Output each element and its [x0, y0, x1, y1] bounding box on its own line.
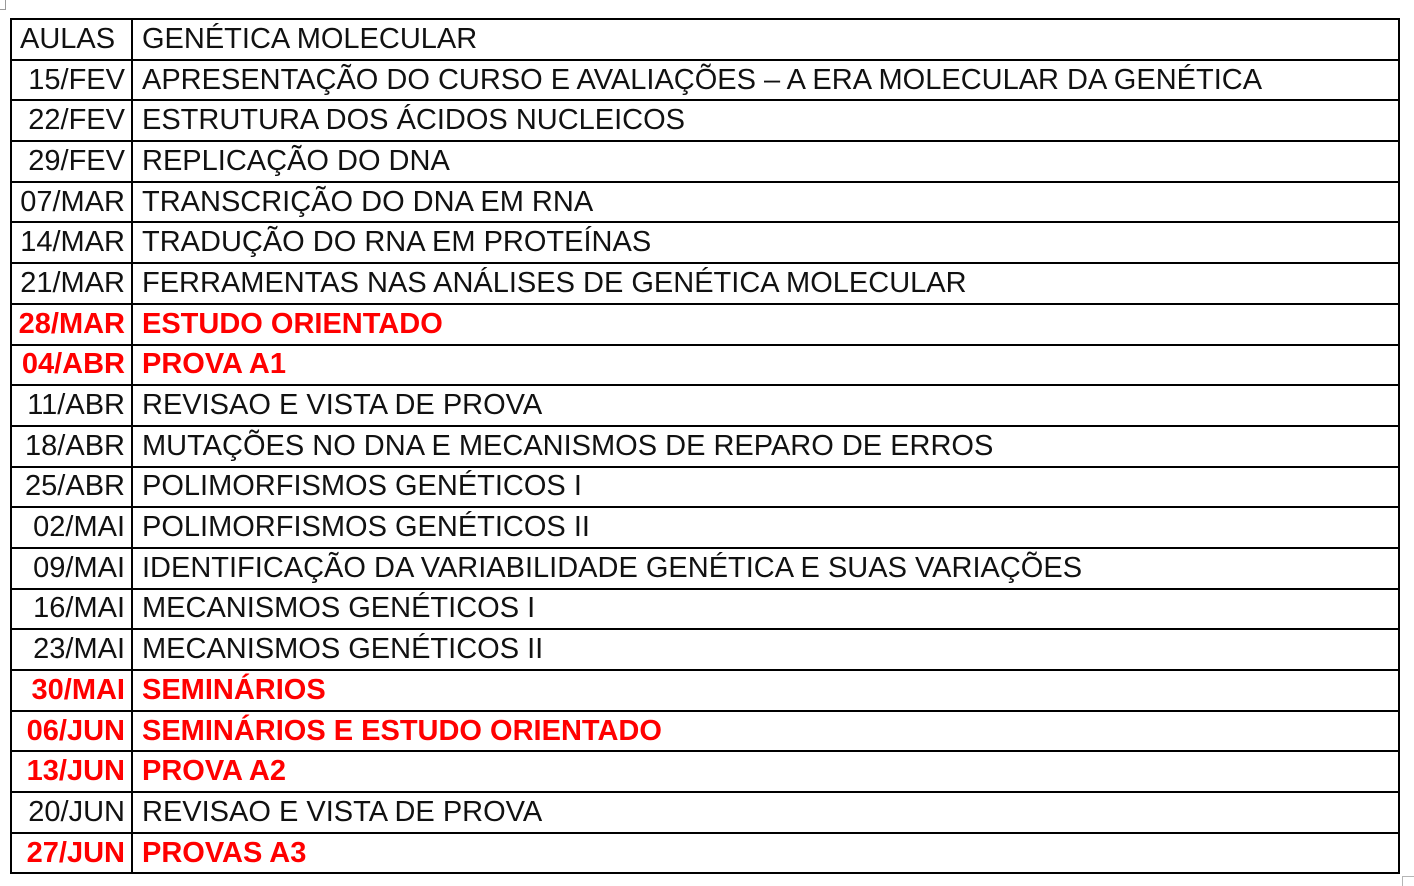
- table-row: [11, 833, 1399, 874]
- lesson-topic-cell: REVISAO E VISTA DE PROVA: [132, 385, 1399, 426]
- header-topic-cell: GENÉTICA MOLECULAR: [132, 19, 1399, 60]
- table-row: [11, 467, 1399, 508]
- lesson-date-cell: 15/FEV: [11, 60, 132, 101]
- table-row: [11, 385, 1399, 426]
- lesson-date-cell: 20/JUN: [11, 792, 132, 833]
- lesson-date-cell: 07/MAR: [11, 182, 132, 223]
- table-row: [11, 60, 1399, 101]
- lesson-topic-cell: MECANISMOS GENÉTICOS II: [132, 629, 1399, 670]
- table-row: [11, 751, 1399, 792]
- lesson-topic-cell: POLIMORFISMOS GENÉTICOS I: [132, 467, 1399, 508]
- table-row: [11, 629, 1399, 670]
- lesson-topic-cell: IDENTIFICAÇÃO DA VARIABILIDADE GENÉTICA E SUAS VARIAÇÕES: [132, 548, 1399, 589]
- lesson-date-cell: 18/ABR: [11, 426, 132, 467]
- table-row: [11, 507, 1399, 548]
- lesson-date-cell: 09/MAI: [11, 548, 132, 589]
- lesson-topic-cell: TRANSCRIÇÃO DO DNA EM RNA: [132, 182, 1399, 223]
- table-row: [11, 182, 1399, 223]
- lesson-date-cell: 22/FEV: [11, 100, 132, 141]
- lesson-date-cell: 16/MAI: [11, 589, 132, 630]
- lesson-date-cell: 25/ABR: [11, 467, 132, 508]
- table-move-handle[interactable]: [0, 0, 6, 10]
- lesson-topic-cell: PROVA A2: [132, 751, 1399, 792]
- table-row: [11, 426, 1399, 467]
- table-row: [11, 263, 1399, 304]
- lesson-topic-cell: MECANISMOS GENÉTICOS I: [132, 589, 1399, 630]
- lesson-topic-cell: PROVAS A3: [132, 833, 1399, 874]
- lesson-date-cell: 29/FEV: [11, 141, 132, 182]
- table-row: [11, 141, 1399, 182]
- lesson-topic-cell: SEMINÁRIOS E ESTUDO ORIENTADO: [132, 711, 1399, 752]
- table-resize-handle[interactable]: [1402, 876, 1414, 886]
- table-row: [11, 345, 1399, 386]
- table-row: [11, 548, 1399, 589]
- table-row: [11, 589, 1399, 630]
- schedule-table-body: [11, 19, 1399, 873]
- lesson-date-cell: 06/JUN: [11, 711, 132, 752]
- lesson-date-cell: 23/MAI: [11, 629, 132, 670]
- table-row: [11, 222, 1399, 263]
- lesson-topic-cell: REPLICAÇÃO DO DNA: [132, 141, 1399, 182]
- lesson-date-cell: 13/JUN: [11, 751, 132, 792]
- lesson-topic-cell: POLIMORFISMOS GENÉTICOS II: [132, 507, 1399, 548]
- lesson-topic-cell: ESTRUTURA DOS ÁCIDOS NUCLEICOS: [132, 100, 1399, 141]
- lesson-date-cell: 04/ABR: [11, 345, 132, 386]
- table-row: [11, 670, 1399, 711]
- lesson-date-cell: 02/MAI: [11, 507, 132, 548]
- lesson-date-cell: 21/MAR: [11, 263, 132, 304]
- lesson-topic-cell: FERRAMENTAS NAS ANÁLISES DE GENÉTICA MOLECULAR: [132, 263, 1399, 304]
- lesson-topic-cell: SEMINÁRIOS: [132, 670, 1399, 711]
- lesson-topic-cell: ESTUDO ORIENTADO: [132, 304, 1399, 345]
- lesson-topic-cell: PROVA A1: [132, 345, 1399, 386]
- lesson-date-cell: 14/MAR: [11, 222, 132, 263]
- header-date-cell: AULAS: [11, 19, 132, 60]
- lesson-date-cell: 27/JUN: [11, 833, 132, 874]
- schedule-table: [10, 18, 1400, 874]
- lesson-date-cell: 11/ABR: [11, 385, 132, 426]
- lesson-topic-cell: APRESENTAÇÃO DO CURSO E AVALIAÇÕES – A ERA MOLECULAR DA GENÉTICA: [132, 60, 1399, 101]
- lesson-topic-cell: MUTAÇÕES NO DNA E MECANISMOS DE REPARO DE ERROS: [132, 426, 1399, 467]
- lesson-topic-cell: REVISAO E VISTA DE PROVA: [132, 792, 1399, 833]
- lesson-topic-cell: TRADUÇÃO DO RNA EM PROTEÍNAS: [132, 222, 1399, 263]
- table-header-row: [11, 19, 1399, 60]
- table-row: [11, 711, 1399, 752]
- lesson-date-cell: 28/MAR: [11, 304, 132, 345]
- table-row: [11, 792, 1399, 833]
- lesson-date-cell: 30/MAI: [11, 670, 132, 711]
- table-row: [11, 100, 1399, 141]
- table-row: [11, 304, 1399, 345]
